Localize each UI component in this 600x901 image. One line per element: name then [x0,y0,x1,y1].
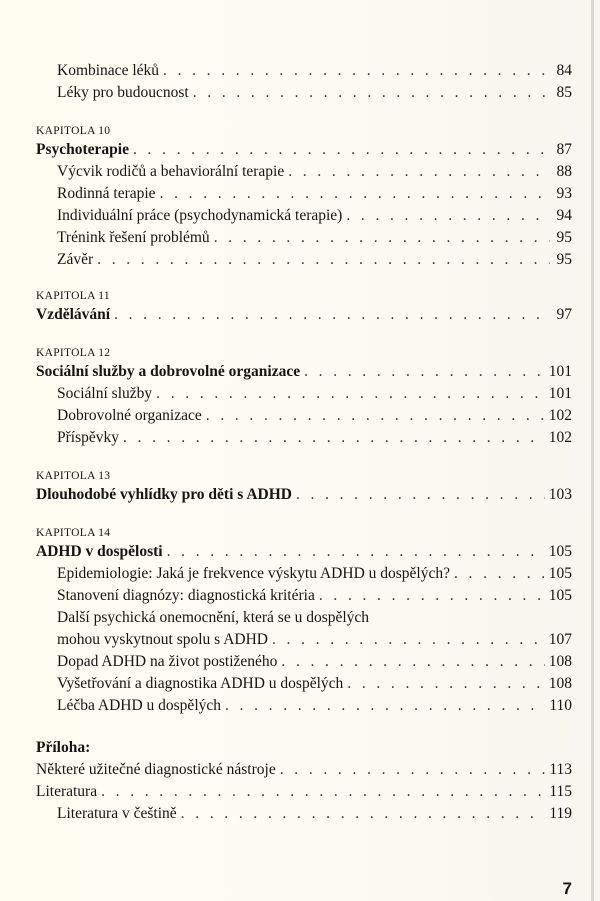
leader-dots [288,161,550,183]
leader-dots [163,60,550,82]
toc-entry-page: 102 [548,407,572,424]
toc-entry-page: 119 [549,805,572,822]
toc-entry-title: Rodinná terapie [57,185,156,202]
toc-entry-page: 102 [548,429,572,446]
toc-entry-page: 94 [556,207,572,224]
toc-entry [36,161,572,183]
toc-entry [36,183,572,205]
leader-dots [319,585,545,607]
toc-entry [36,427,572,449]
toc-entry [36,651,572,673]
toc-entry [36,673,572,695]
toc-entry-title: Léčba ADHD u dospělých [57,697,221,714]
page-number: 7 [562,879,572,898]
toc-entry-page: 108 [548,675,572,692]
toc-entry [36,383,572,405]
toc-entry [36,563,572,585]
leader-dots [133,139,550,161]
leader-dots [114,304,550,326]
leader-dots [181,803,546,825]
toc-entry-page: 107 [548,631,572,648]
toc-entry-page: 95 [556,229,572,246]
leader-dots [156,383,545,405]
toc-chapter-title [36,541,572,563]
leader-dots [167,541,545,563]
page-edge [591,0,594,901]
toc-entry-title: Vyšetřování a diagnostika ADHD u dospělých [57,675,344,692]
toc-entry [36,781,572,803]
toc-chapter-title [36,484,572,506]
toc-entry-page: 115 [549,783,572,800]
toc-entry [36,227,572,249]
toc-chapter-title [36,361,572,383]
leader-dots [280,759,546,781]
toc-entry-title: Literatura v češtině [57,805,177,822]
toc-entry-title: Psychoterapie [36,141,129,158]
toc-entry [36,695,572,717]
toc-entry [36,759,572,781]
toc-entry [36,82,572,104]
chapter-label: KAPITOLA 12 [36,347,111,359]
chapter-label: KAPITOLA 10 [36,125,111,137]
toc-entry-page: 93 [556,185,572,202]
toc-entry-title: Léky pro budoucnost [57,84,189,101]
leader-dots [214,227,550,249]
toc-entry-page: 103 [548,486,572,503]
toc-entry [36,629,572,651]
toc-entry-title: Výcvik rodičů a behaviorální terapie [57,163,285,180]
toc-entry-title: Literatura [36,783,98,800]
table-of-contents [36,60,572,825]
chapter-label: KAPITOLA 13 [36,470,111,482]
chapter-label: KAPITOLA 11 [36,290,110,302]
toc-entry-page: 97 [556,306,572,323]
toc-entry [36,60,572,82]
toc-chapter-title [36,304,572,326]
toc-entry-title: Sociální služby a dobrovolné organizace [36,363,301,380]
toc-entry [36,585,572,607]
toc-entry-page: 88 [556,163,572,180]
leader-dots [347,673,544,695]
leader-dots [193,82,550,104]
leader-dots [225,695,545,717]
toc-entry-title: Stanovení diagnózy: diagnostická kritéria [57,587,315,604]
leader-dots [346,205,550,227]
leader-dots [206,405,545,427]
toc-entry-title-line: Další psychická onemocnění, která se u dospělých [57,609,370,626]
leader-dots [101,781,545,803]
toc-entry-title: Některé užitečné diagnostické nástroje [36,761,276,778]
toc-entry-page: 110 [549,697,572,714]
leader-dots [123,427,545,449]
toc-entry-page: 105 [548,543,572,560]
leader-dots [296,484,545,506]
toc-entry-title: Kombinace léků [57,62,160,79]
leader-dots [454,563,545,585]
leader-dots [281,651,544,673]
toc-entry [36,803,572,825]
toc-entry-title: mohou vyskytnout spolu s ADHD [57,631,268,648]
toc-entry-title: Dlouhodobé vyhlídky pro děti s ADHD [36,486,292,503]
toc-entry-title: Dopad ADHD na život postiženého [57,653,278,670]
toc-entry [36,249,572,271]
toc-entry-title: Individuální práce (psychodynamická terapie) [57,207,343,224]
toc-entry-page: 87 [556,141,572,158]
toc-entry-page: 105 [548,565,572,582]
toc-entry-title: Závěr [57,251,94,268]
toc-entry [36,405,572,427]
toc-entry-page: 108 [548,653,572,670]
toc-entry-page: 101 [548,363,572,380]
toc-entry-page: 105 [548,587,572,604]
toc-entry-title: Vzdělávání [36,306,111,323]
leader-dots [304,361,545,383]
toc-chapter-title [36,139,572,161]
toc-entry-title: Epidemiologie: Jaká je frekvence výskytu ADHD u dospělých? [57,565,450,582]
toc-entry-page: 85 [556,84,572,101]
appendix-heading: Příloha: [36,739,91,756]
toc-entry [36,205,572,227]
toc-entry-page: 95 [556,251,572,268]
toc-entry-title: Sociální služby [57,385,153,402]
leader-dots [97,249,550,271]
chapter-label: KAPITOLA 14 [36,527,111,539]
leader-dots [272,629,545,651]
toc-entry-title: Dobrovolné organizace [57,407,202,424]
leader-dots [160,183,550,205]
toc-entry-title: Trénink řešení problémů [57,229,210,246]
toc-entry-title: ADHD v dospělosti [36,543,163,560]
toc-entry-page: 113 [549,761,572,778]
toc-entry-page: 101 [548,385,572,402]
toc-entry-title: Příspěvky [57,429,119,446]
toc-entry-page: 84 [556,62,572,79]
